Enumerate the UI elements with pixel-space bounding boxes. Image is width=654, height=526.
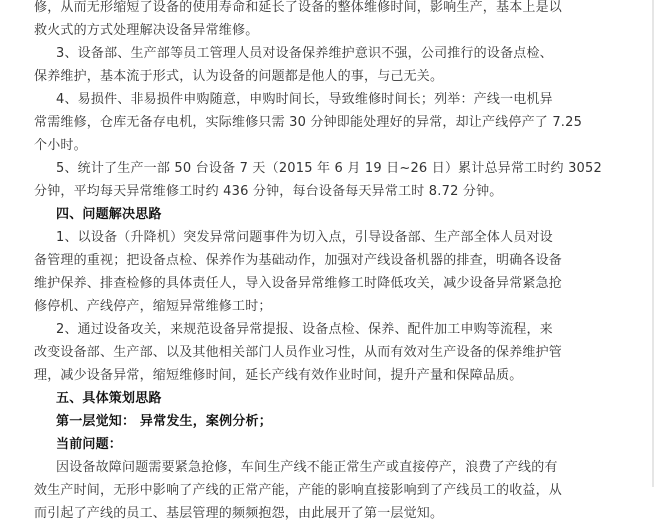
paragraph-line: 而引起了产线的员工、基层管理的频频抱怨，由此展开了第一层觉知。 [34, 506, 444, 521]
paragraph-line: 救火式的方式处理解决设备异常维修。 [34, 23, 259, 38]
paragraph-line: 因设备故障问题需要紧急抢修，车间生产线不能正常生产或直接停产，浪费了产线的有 [56, 460, 558, 475]
section-heading-4: 四、问题解决思路 [56, 207, 162, 222]
paragraph-line: 个小时。 [34, 138, 87, 153]
paragraph-line: 1、以设备（升降机）突发异常问题事件为切入点，引导设备部、生产部全体人员对设 [56, 230, 553, 245]
paragraph-line: 保养维护，基本流于形式，认为设备的问题都是他人的事，与己无关。 [34, 69, 444, 84]
paragraph-line: 3、设备部、生产部等员工管理人员对设备保养维护意识不强，公司推行的设备点检、 [56, 46, 553, 61]
paragraph-line: 5、统计了生产一部 50 台设备 7 天（2015 年 6 月 19 日~26 日）累计总异常工时约 3052 [56, 161, 602, 176]
paragraph-line: 维护保养、排查检修的具体责任人，导入设备异常维修工时降低攻关，减少设备异常紧急抢 [34, 276, 563, 291]
paragraph-line: 4、易损件、非易损件申购随意，申购时间长，导致维修时间长；列举：产线一电机异 [56, 92, 553, 107]
paragraph-line: 改变设备部、生产部、以及其他相关部门人员作业习性，从而有效对生产设备的保养维护管 [34, 345, 563, 360]
section-heading-5: 五、具体策划思路 [56, 391, 162, 406]
paragraph-line: 理，减少设备异常，缩短维修时间，延长产线有效作业时间，提升产量和保障品质。 [34, 368, 523, 383]
paragraph-line: 修，从而无形缩短了设备的使用寿命和延长了设备的整体维修时间，影响生产，基本上是以 [34, 0, 563, 15]
paragraph-line: 2、通过设备攻关，来规范设备异常提报、设备点检、保养、配件加工申购等流程，来 [56, 322, 553, 337]
paragraph-line: 分钟，平均每天异常维修工时约 436 分钟，每台设备每天异常工时 8.72 分钟。 [34, 184, 503, 199]
paragraph-line: 常需维修，仓库无备存电机，实际维修只需 30 分钟即能处理好的异常，却让产线停产了 7.25 [34, 115, 583, 130]
paragraph-line: 修停机、产线停产，缩短异常维修工时； [34, 299, 272, 314]
subheading-first-layer: 第一层觉知： 异常发生，案例分析； [56, 414, 272, 429]
subheading-current-problem: 当前问题： [56, 437, 123, 452]
paragraph-line: 备管理的重视；把设备点检、保养作为基础动作，加强对产线设备机器的排查，明确各设备 [34, 253, 563, 268]
paragraph-line: 效生产时间，无形中影响了产线的正常产能，产能的影响直接影响到了产线员工的收益，从 [34, 483, 563, 498]
